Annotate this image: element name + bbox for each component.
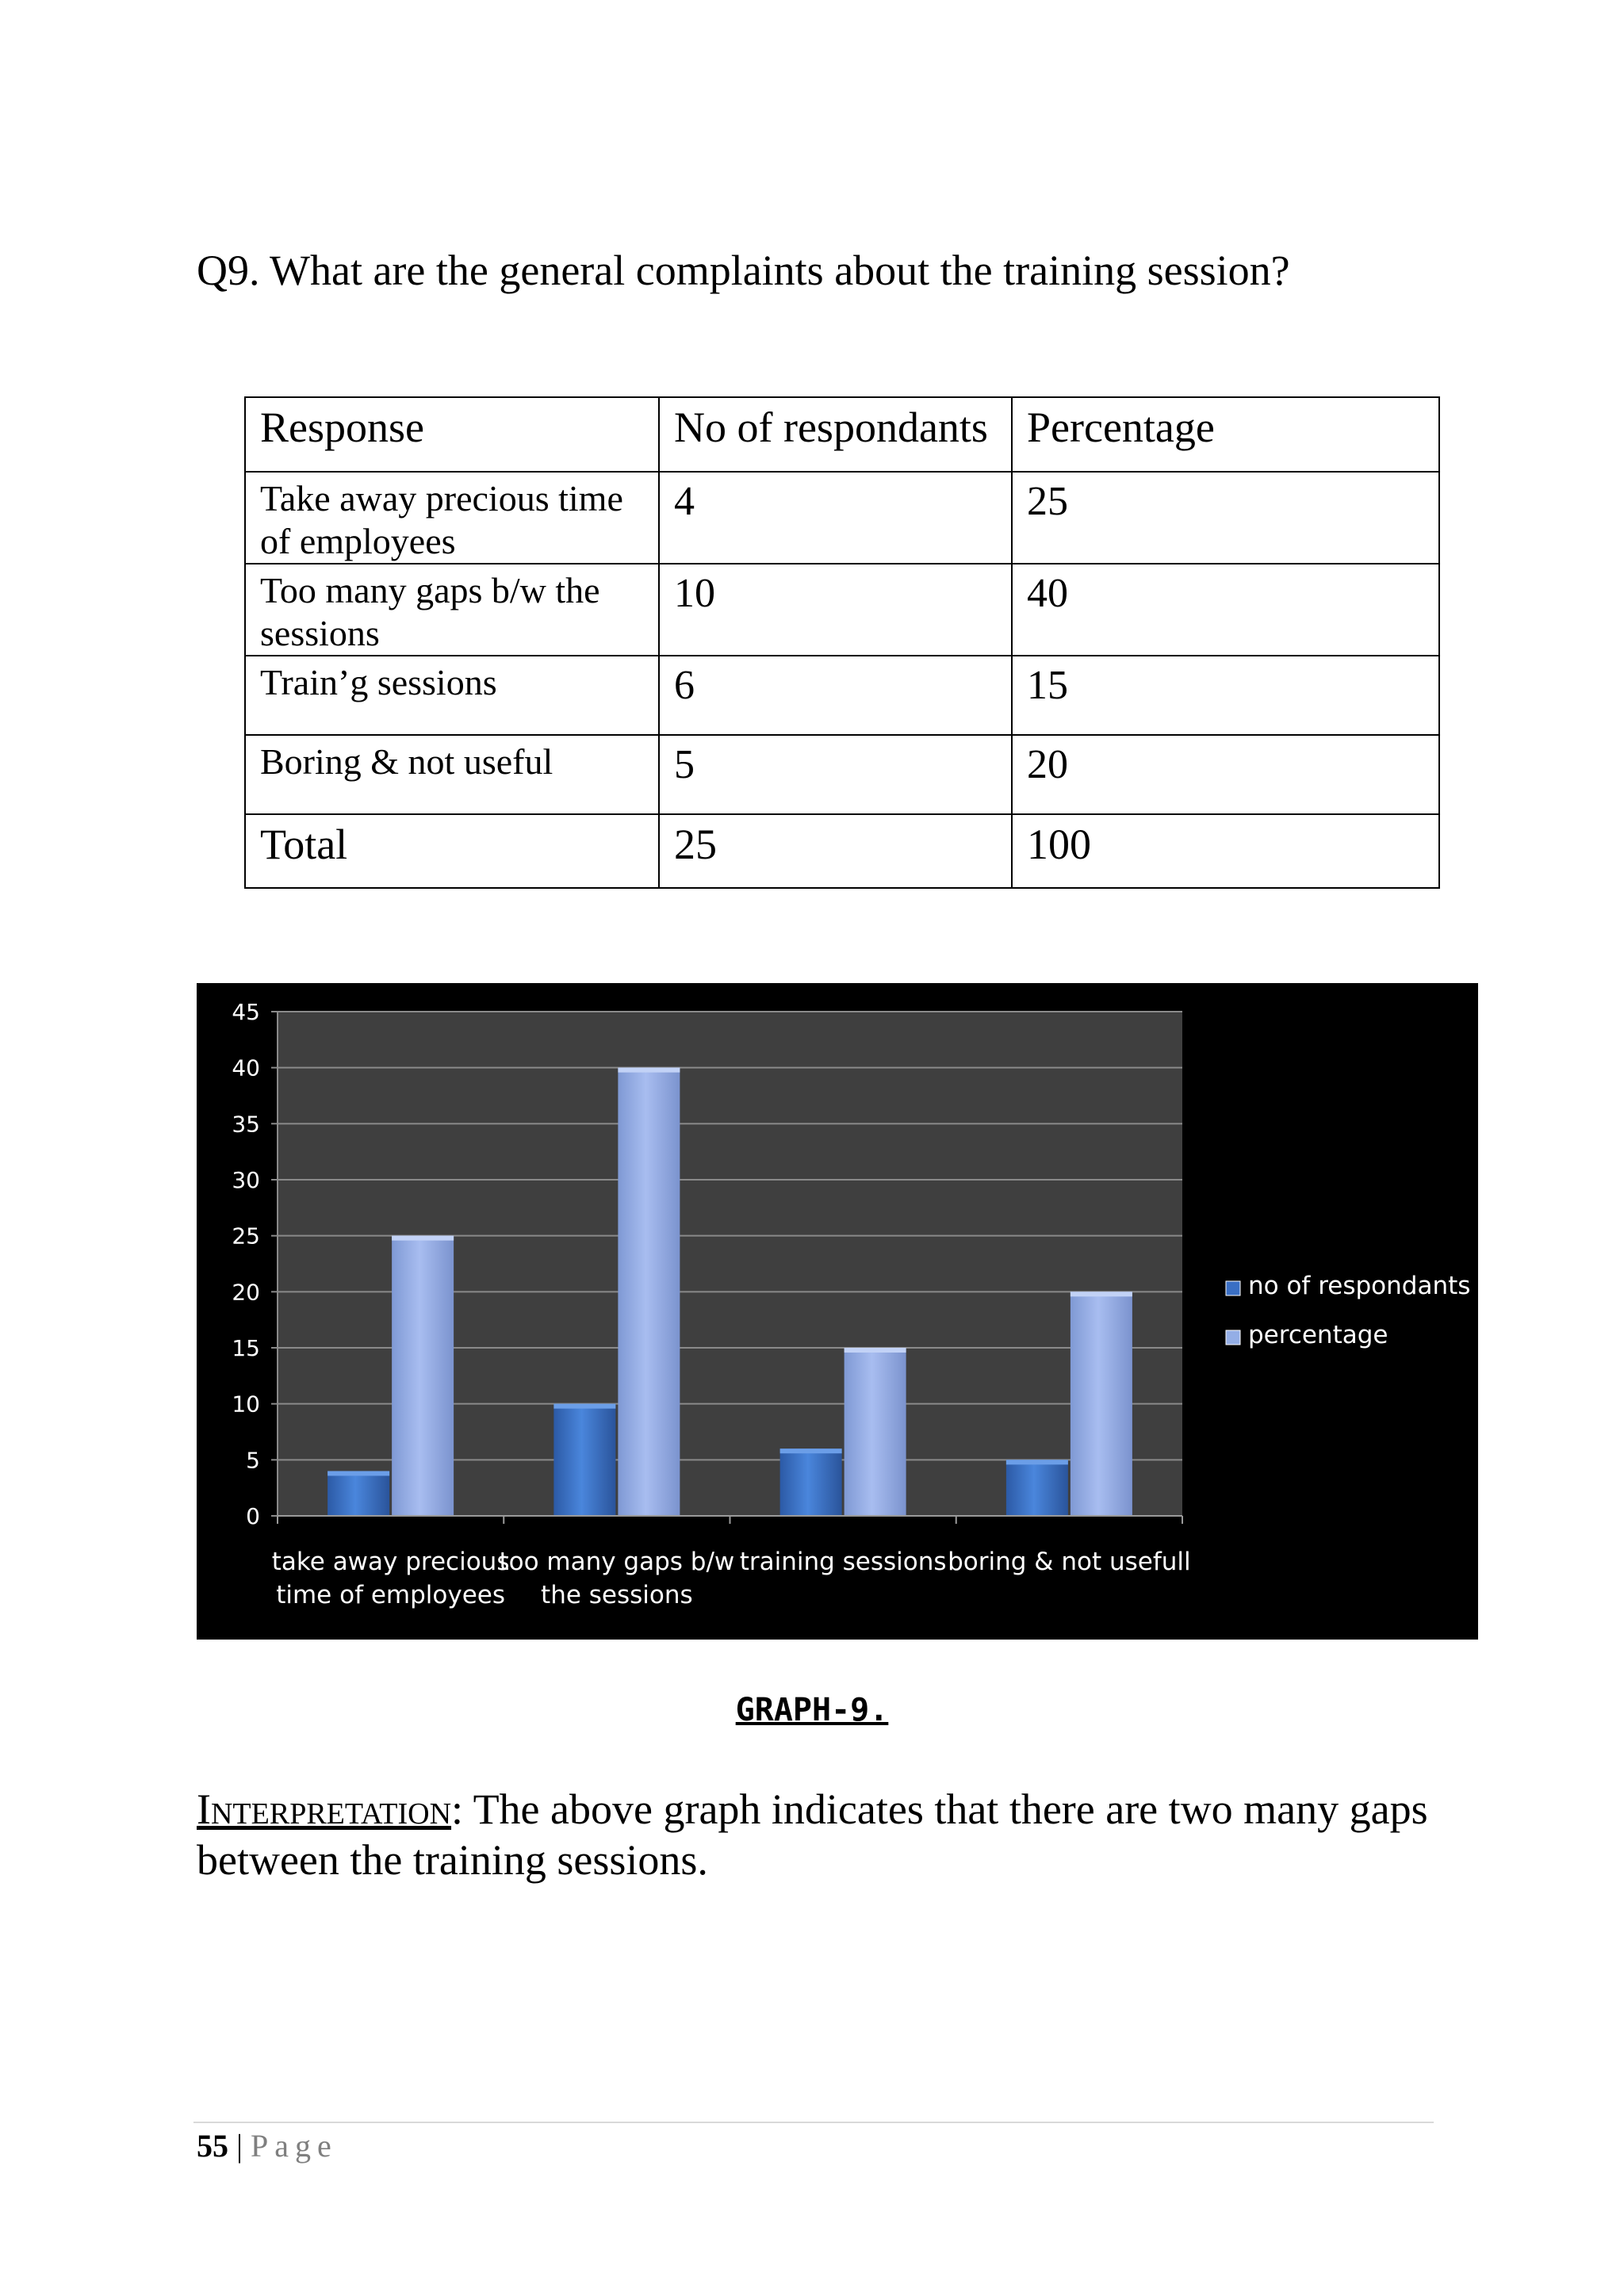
response-line: sessions [260, 613, 380, 653]
bar-top-highlight [553, 1404, 615, 1409]
bar-percentage [845, 1348, 906, 1516]
response-line: Train’g sessions [260, 662, 497, 702]
response-cell [245, 472, 659, 564]
bar-percentage [392, 1236, 454, 1516]
percent-cell: 40 [1012, 564, 1439, 656]
table-row [245, 472, 1439, 564]
table-total-row [245, 814, 1439, 888]
x-category-label: time of employees [276, 1581, 506, 1609]
interpretation-heading: Interpretation [197, 1785, 452, 1833]
percent-cell: 15 [1012, 656, 1439, 735]
interpretation-text: : The above graph indicates that there are two many gaps between the training sessions. [197, 1785, 1428, 1884]
page-number: 55 [197, 2128, 228, 2164]
bar-percentage [618, 1068, 680, 1516]
footer-separator: | [228, 2128, 251, 2164]
bar-top-highlight [845, 1348, 906, 1353]
graph-caption: GRAPH-9. [735, 1692, 889, 1728]
count-cell: 5 [659, 735, 1012, 814]
response-line: of employees [260, 521, 456, 561]
response-cell [245, 564, 659, 656]
total-percent-cell: 100 [1012, 814, 1439, 888]
table-row [245, 656, 1439, 735]
y-tick-label: 0 [246, 1503, 260, 1529]
table-row [245, 564, 1439, 656]
x-category-label: take away precious [271, 1548, 510, 1576]
y-tick-label: 10 [232, 1391, 260, 1418]
page-word: Page [251, 2128, 338, 2164]
y-tick-label: 5 [246, 1447, 260, 1474]
footer-divider [193, 2122, 1434, 2123]
bar-chart [197, 983, 1478, 1640]
legend-label: no of respondants [1248, 1272, 1471, 1300]
bar-top-highlight [327, 1471, 389, 1475]
bar-top-highlight [618, 1068, 680, 1073]
header-response: Response [245, 397, 659, 472]
bar-no-of-respondants [327, 1471, 389, 1516]
response-cell [245, 735, 659, 814]
legend-swatch [1226, 1330, 1240, 1345]
bar-top-highlight [392, 1236, 454, 1241]
responses-table [244, 396, 1440, 889]
y-tick-label: 25 [232, 1223, 260, 1249]
table-row [245, 735, 1439, 814]
bar-top-highlight [1071, 1292, 1132, 1296]
bar-percentage [1071, 1292, 1132, 1516]
count-cell: 10 [659, 564, 1012, 656]
x-category-label: too many gaps b/w [499, 1548, 735, 1576]
percent-cell: 25 [1012, 472, 1439, 564]
header-percentage: Percentage [1012, 397, 1439, 472]
bar-top-highlight [1006, 1460, 1068, 1464]
bar-top-highlight [780, 1448, 842, 1453]
y-tick-label: 30 [232, 1167, 260, 1193]
interpretation-paragraph [197, 1784, 1465, 1885]
x-category-label: the sessions [541, 1581, 693, 1609]
y-tick-label: 40 [232, 1054, 260, 1081]
y-tick-label: 20 [232, 1279, 260, 1306]
response-line: Boring & not useful [260, 741, 553, 782]
bar-chart-svg [197, 983, 1478, 1640]
response-line: Take away precious time [260, 478, 623, 519]
page-footer [197, 2126, 338, 2166]
x-category-label: training sessions [739, 1548, 947, 1576]
table-header-row [245, 397, 1439, 472]
count-cell: 4 [659, 472, 1012, 564]
bar-no-of-respondants [553, 1404, 615, 1516]
percent-cell: 20 [1012, 735, 1439, 814]
total-count-cell: 25 [659, 814, 1012, 888]
bar-no-of-respondants [780, 1448, 842, 1516]
response-cell [245, 656, 659, 735]
legend-label: percentage [1248, 1321, 1388, 1349]
response-line: Too many gaps b/w the [260, 570, 600, 610]
total-label-cell: Total [245, 814, 659, 888]
question-heading: Q9. What are the general complaints about the training session? [197, 247, 1290, 294]
y-tick-label: 45 [232, 999, 260, 1025]
legend-swatch [1226, 1281, 1240, 1295]
y-tick-label: 15 [232, 1335, 260, 1361]
count-cell: 6 [659, 656, 1012, 735]
y-tick-label: 35 [232, 1111, 260, 1138]
x-category-label: boring & not usefull [948, 1548, 1191, 1576]
bar-no-of-respondants [1006, 1460, 1068, 1516]
header-respondents: No of respondants [659, 397, 1012, 472]
